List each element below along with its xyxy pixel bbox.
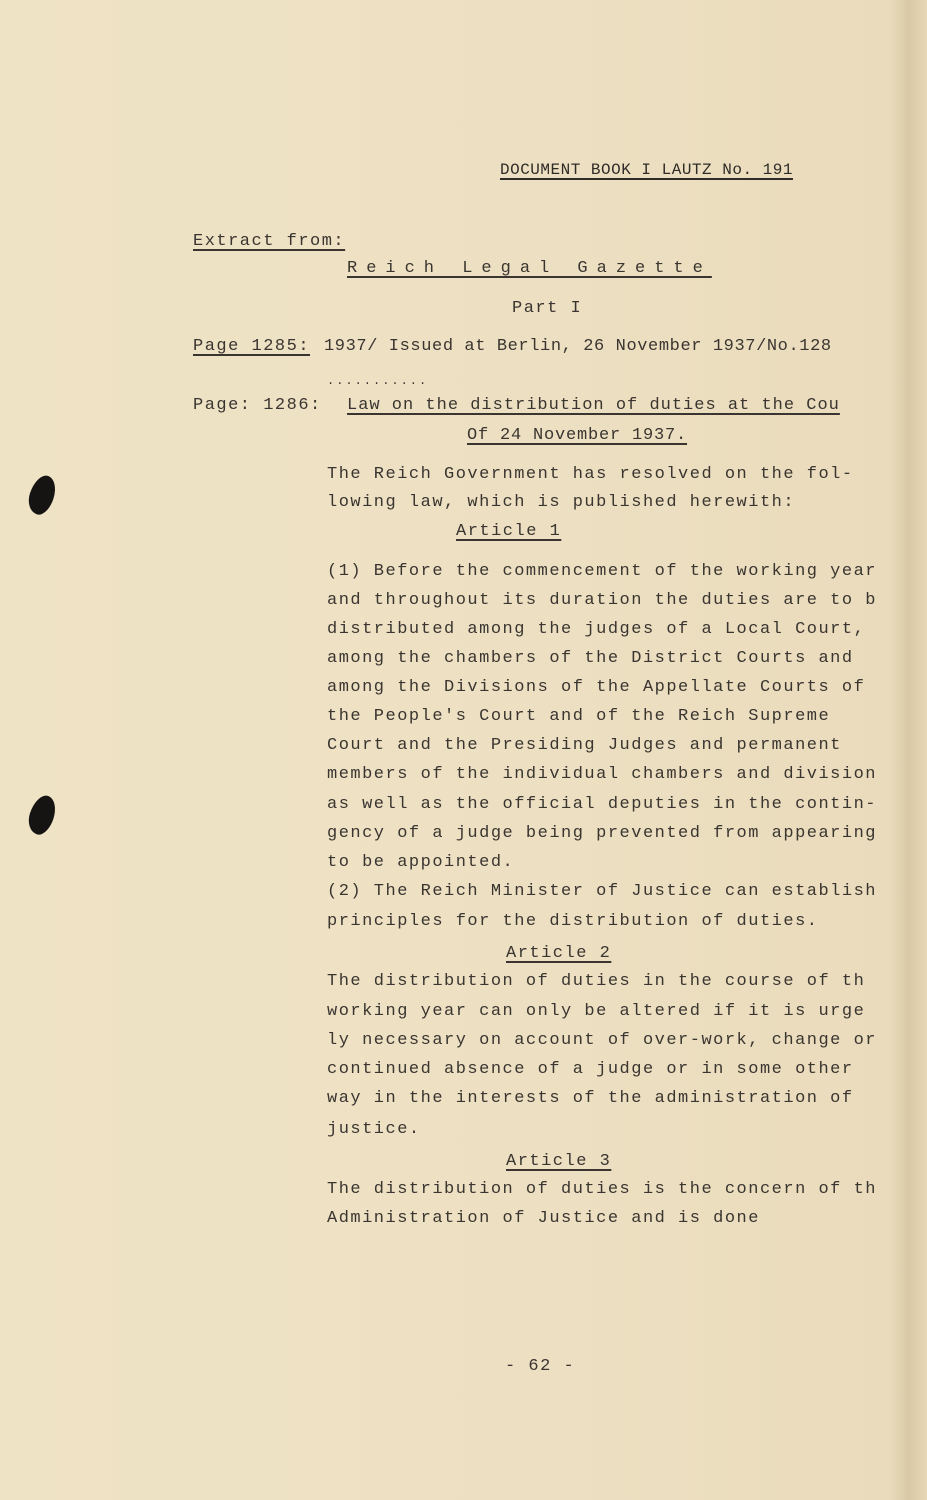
article-1-line: distributed among the judges of a Local Court, (327, 620, 866, 639)
preamble-line: lowing law, which is published herewith: (327, 493, 796, 512)
extract-label: Extract from: (193, 232, 346, 251)
page-1285-label: Page 1285: (193, 337, 311, 356)
article-3-line: The distribution of duties is the concern of th (327, 1180, 877, 1199)
article-1-line: and throughout its duration the duties are to b (327, 591, 877, 610)
article-1-line: (2) The Reich Minister of Justice can establish (327, 882, 877, 901)
preamble-line: The Reich Government has resolved on the fol- (327, 465, 854, 484)
article-2-line: way in the interests of the administration of (327, 1089, 854, 1108)
page-number: - 62 - (505, 1357, 576, 1376)
article-2-line: The distribution of duties in the course of th (327, 972, 866, 991)
article-1-line: (1) Before the commencement of the working year (327, 562, 877, 581)
ink-blot (24, 472, 59, 517)
article-1-line: principles for the distribution of duties. (327, 912, 819, 931)
publication-title: Reich Legal Gazette (347, 259, 712, 278)
law-title-line-1: Law on the distribution of duties at the Cou (347, 396, 840, 415)
article-1-line: to be appointed. (327, 853, 515, 872)
article-1-line: the People's Court and of the Reich Supreme (327, 707, 831, 726)
article-2-line: justice. (327, 1120, 421, 1139)
page-1286-label: Page: 1286: (193, 396, 322, 415)
article-1-line: Court and the Presiding Judges and permanent (327, 736, 842, 755)
article-1-line: gency of a judge being prevented from appearing (327, 824, 877, 843)
article-2-line: continued absence of a judge or in some other (327, 1060, 854, 1079)
issue-info: 1937/ Issued at Berlin, 26 November 1937/No.128 (324, 337, 832, 356)
article-3-line: Administration of Justice and is done (327, 1209, 760, 1228)
article-1-line: as well as the official deputies in the contin- (327, 795, 877, 814)
article-2-line: ly necessary on account of over-work, change or (327, 1031, 877, 1050)
article-1-line: among the Divisions of the Appellate Courts of (327, 678, 866, 697)
document-reference: DOCUMENT BOOK I LAUTZ No. 191 (500, 161, 793, 179)
article-1-heading: Article 1 (456, 522, 562, 541)
article-3-heading: Article 3 (506, 1152, 612, 1171)
article-2-line: working year can only be altered if it is urge (327, 1002, 866, 1021)
article-2-heading: Article 2 (506, 944, 612, 963)
law-title-line-2: Of 24 November 1937. (467, 426, 688, 445)
ink-blot (24, 792, 59, 837)
article-1-line: members of the individual chambers and division (327, 765, 877, 784)
part-heading: Part I (512, 299, 583, 318)
article-1-line: among the chambers of the District Courts and (327, 649, 854, 668)
ellipsis-dots: ........... (327, 374, 429, 388)
